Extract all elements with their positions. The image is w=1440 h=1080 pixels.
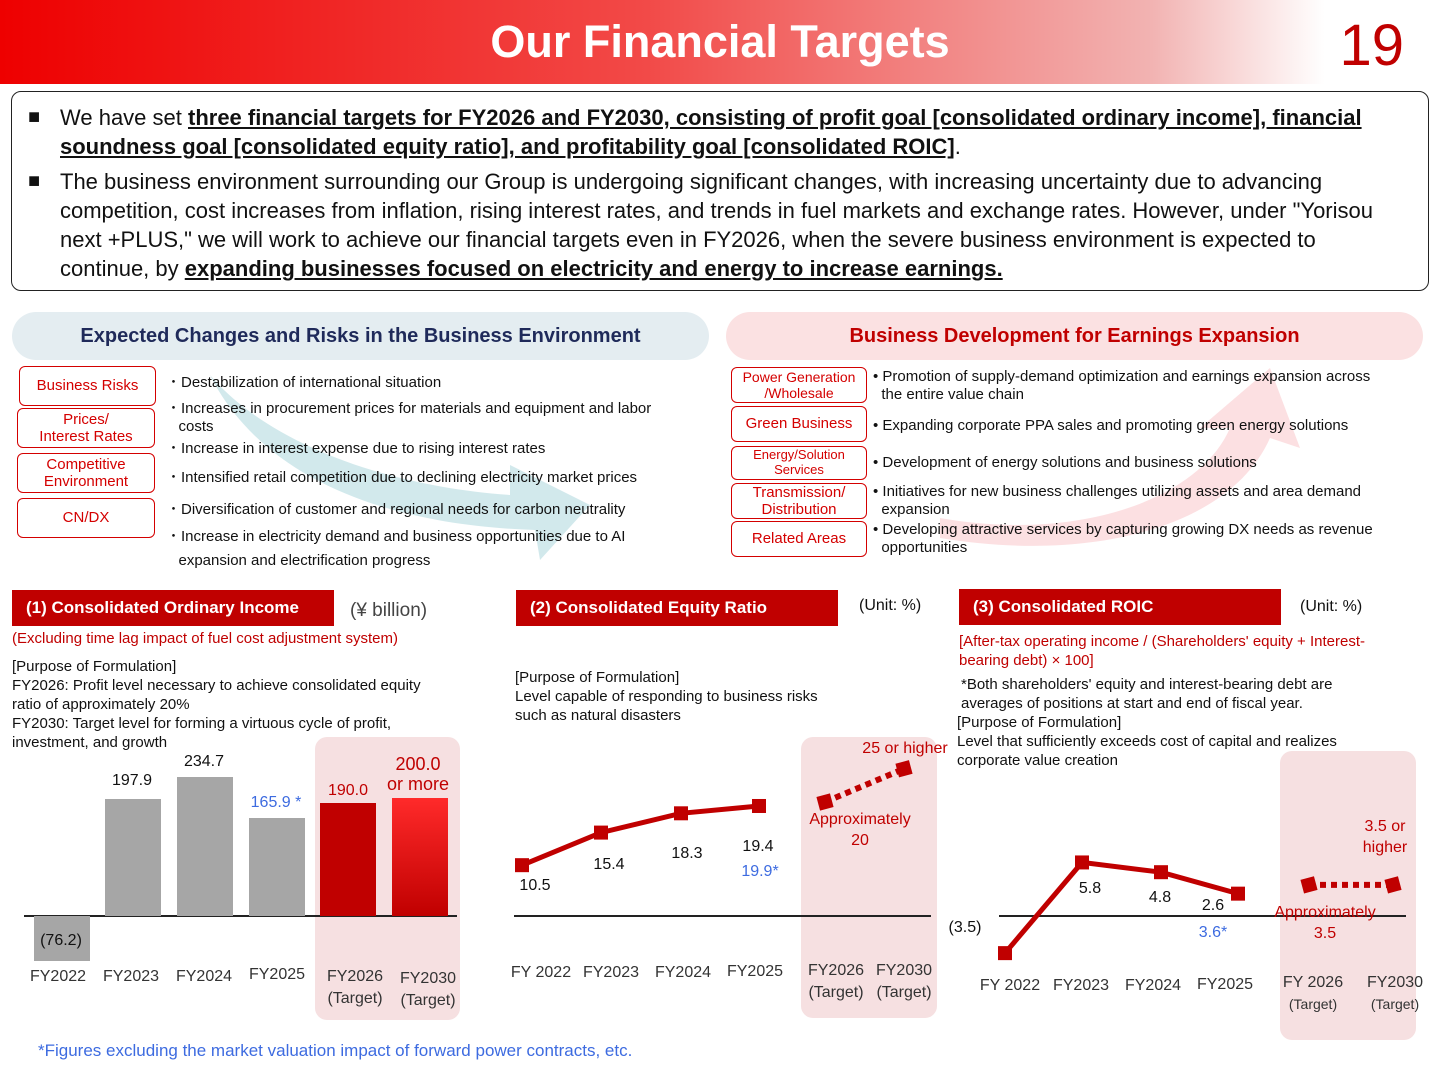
p3-point-fy2026 (1300, 876, 1317, 893)
p3-x-fy2023: FY2023 (1052, 977, 1110, 994)
risk-line-3: ・Increase in interest expense due to rising interest rates (166, 440, 546, 457)
panel1-unit: (¥ billion) (350, 600, 428, 621)
page-number: 19 (1339, 13, 1404, 78)
page-title: Our Financial Targets (490, 16, 950, 67)
p1-value-fy2024: 234.7 (183, 753, 225, 770)
tag-power-generation: Power Generation /Wholesale (731, 367, 867, 403)
p1-x-fy2025: FY2025 (248, 966, 306, 983)
p1-x-fy2026: FY2026 (Target) (326, 968, 384, 1007)
p2-x-fy2026: FY2026 (Target) (807, 962, 865, 1001)
p3-value-fy2030: 3.5 or higher (1362, 818, 1408, 856)
panel2-purpose: [Purpose of Formulation] Level capable of responding to business risks such as natural disasters (515, 669, 818, 724)
p1-x-fy2023: FY2023 (102, 968, 160, 985)
tag-business-risks: Business Risks (19, 366, 156, 406)
footnote: *Figures excluding the market valuation impact of forward power contracts, etc. (38, 1041, 633, 1060)
bullet-1-pre: We have set (60, 105, 188, 130)
p3-value-fy2025: 2.6 (1201, 897, 1225, 914)
p1-x-fy2024: FY2024 (175, 968, 233, 985)
p3-value-fy2026: Approximately 3.5 (1274, 904, 1376, 942)
p2-value-fy2022: 10.5 (519, 877, 551, 894)
p3-x-fy2025: FY2025 (1196, 976, 1254, 993)
p3-value-fy2024: 4.8 (1148, 889, 1172, 906)
p3-value-fy2025-excl: 3.6* (1198, 924, 1228, 941)
tag-transmission: Transmission/ Distribution (731, 483, 867, 519)
dev-line-4: • Initiatives for new business challenges utilizing assets and area demand expansion (873, 483, 1362, 518)
p3-x-fy2026: FY 2026 (1282, 974, 1344, 991)
p1-x-fy2022: FY2022 (29, 968, 87, 985)
bullet-1-emphasis: three financial targets for FY2026 and FY2030, consisting of profit goal [consolidated ordinary income], financial soundness goal [consolidated equity ratio], and profitability goal [consolidated ROIC] (60, 105, 1362, 159)
p2-value-fy2030: 25 or higher (862, 740, 948, 757)
dev-line-5: • Developing attractive services by capturing growing DX needs as revenue opportunities (873, 521, 1373, 556)
tag-energy-solution: Energy/Solution Services (731, 446, 867, 480)
bullet-1-post: . (954, 134, 961, 159)
p2-value-fy2025-excl: 19.9* (741, 863, 779, 880)
p3-point-fy2023 (1075, 855, 1089, 869)
panel3-formula: [After-tax operating income / (Shareholders' equity + Interest- bearing debt) × 100] (959, 633, 1365, 669)
p1-value-fy2025: 165.9 * (250, 794, 302, 811)
p2-value-fy2025: 19.4 (742, 838, 774, 855)
p2-x-fy2024: FY2024 (654, 964, 712, 981)
p2-x-fy2025: FY2025 (726, 963, 784, 980)
risks-heading: Expected Changes and Risks in the Business Environment (12, 312, 709, 360)
panel1-header: (1) Consolidated Ordinary Income (12, 590, 334, 626)
p3-x-fy2024: FY2024 (1124, 977, 1182, 994)
p2-value-fy2024: 18.3 (671, 845, 703, 862)
p1-value-fy2026: 190.0 (327, 782, 369, 799)
dev-line-2: • Expanding corporate PPA sales and promoting green energy solutions (873, 417, 1349, 434)
bullet-2-emphasis: expanding businesses focused on electricity and energy to increase earnings. (184, 256, 1003, 281)
dev-line-1: • Promotion of supply-demand optimization and earnings expansion across the entire value chain (873, 368, 1371, 403)
panel3-purpose: [Purpose of Formulation] Level that sufficiently exceeds cost of capital and realizes corporate value creation (957, 714, 1337, 769)
panel3-note: *Both shareholders' equity and interest-bearing debt are averages of positions at start and end of fiscal year. (961, 676, 1333, 712)
p1-value-fy2023: 197.9 (111, 772, 153, 789)
p1-x-fy2030: FY2030 (Target) (399, 970, 457, 1009)
p3-x-sub-fy2030: (Target) (1370, 996, 1420, 1012)
risk-line-5: ・Diversification of customer and regional needs for carbon neutrality (166, 501, 626, 518)
p3-x-sub-fy2026: (Target) (1288, 996, 1338, 1012)
tag-competitive-environment: Competitive Environment (17, 453, 155, 493)
panel1-note: (Excluding time lag impact of fuel cost adjustment system) (12, 630, 398, 647)
p2-x-fy2023: FY2023 (582, 964, 640, 981)
p3-point-fy2030 (1384, 876, 1401, 893)
risk-line-2: ・Increases in procurement prices for materials and equipment and labor costs (166, 400, 652, 435)
bullet-2-text: The business environment surrounding our Group is undergoing significant changes, with increasing uncertainty due to advancing competition, cost increases from inflation, rising interest rates, and trends in fuel markets and exchange rates. However, under "Yorisou next +PLUS," we will work to achieve our financial targets even in FY2026, when the severe business environment is expected to continue, by (60, 169, 1373, 281)
risk-line-6: ・Increase in electricity demand and business opportunities due to AI expansion and electrification progress (166, 528, 626, 569)
p3-value-fy2022: (3.5) (948, 919, 982, 936)
p3-value-fy2023: 5.8 (1078, 880, 1102, 897)
p1-value-fy2030: 200.0 or more (386, 754, 449, 794)
panel3-unit: (Unit: %) (1300, 598, 1363, 615)
tag-prices-interest: Prices/ Interest Rates (17, 408, 155, 448)
development-heading: Business Development for Earnings Expansion (726, 312, 1423, 360)
dev-line-3: • Development of energy solutions and business solutions (873, 454, 1257, 471)
p3-point-fy2024 (1154, 865, 1168, 879)
p3-point-fy2025 (1231, 887, 1245, 901)
p2-value-fy2026: Approximately 20 (809, 811, 911, 849)
panel2-unit: (Unit: %) (859, 597, 922, 614)
p1-value-fy2022: (76.2) (40, 932, 82, 949)
tag-green-business: Green Business (731, 406, 867, 442)
panel2-header: (2) Consolidated Equity Ratio (516, 590, 838, 626)
p3-x-fy2030: FY2030 (1366, 974, 1424, 991)
p2-x-fy2030: FY2030 (Target) (875, 962, 933, 1001)
bullet-2: ■ (28, 170, 41, 192)
panel3-header: (3) Consolidated ROIC (959, 589, 1281, 625)
p3-point-fy2022 (998, 946, 1012, 960)
p2-value-fy2023: 15.4 (593, 856, 625, 873)
risk-line-4: ・Intensified retail competition due to declining electricity market prices (166, 469, 638, 486)
p2-x-fy2022: FY 2022 (510, 964, 572, 981)
p3-x-fy2022: FY 2022 (979, 977, 1041, 994)
tag-related-areas: Related Areas (731, 521, 867, 557)
risk-line-1: ・Destabilization of international situation (166, 374, 442, 391)
panel1-purpose: [Purpose of Formulation] FY2026: Profit level necessary to achieve consolidated equity ratio of approximately 20% FY2030: Target level for forming a virtuous cycle of profit, investment, and growth (12, 658, 421, 751)
tag-cn-dx: CN/DX (17, 498, 155, 538)
bullet-1: ■ (28, 106, 41, 128)
